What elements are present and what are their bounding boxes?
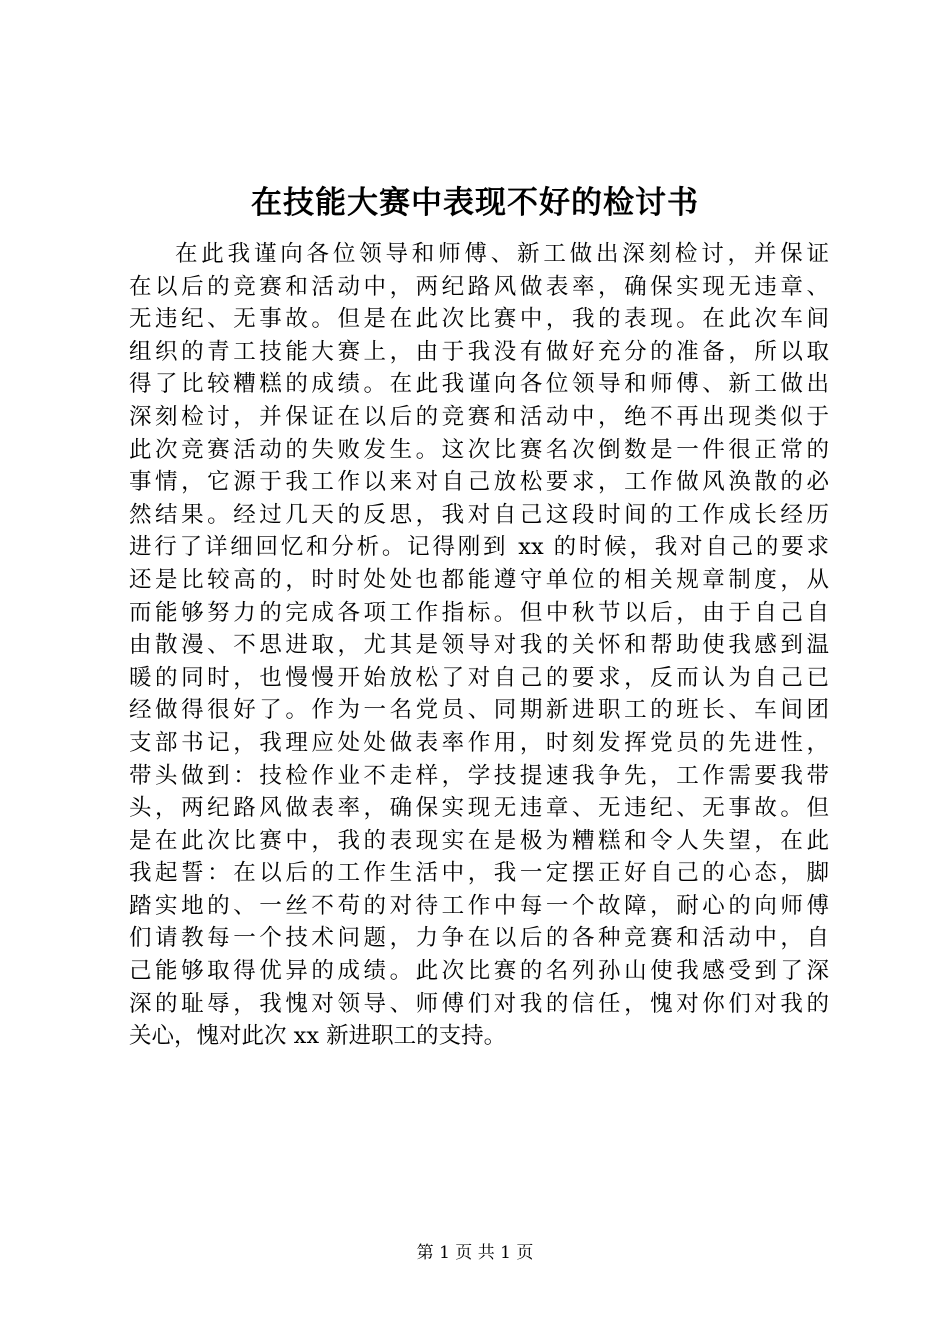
body-line: 然结果。经过几天的反思，我对自己这段时间的工作成长经历 [129,501,829,528]
body-line: 而能够努力的完成各项工作指标。但中秋节以后，由于自己自 [129,599,829,626]
page-footer: 第 1 页 共 1 页 [416,1243,534,1263]
body-line: 我起誓：在以后的工作生活中，我一定摆正好自己的心态，脚 [129,860,829,887]
body-line: 带头做到：技检作业不走样，学技提速我争先，工作需要我带 [129,762,829,789]
body-line: 关心，愧对此次 xx 新进职工的支持。 [129,1023,507,1050]
body-line: 支部书记，我理应处处做表率作用，时刻发挥党员的先进性， [129,729,829,756]
body-line: 深的耻辱，我愧对领导、师傅们对我的信任，愧对你们对我的 [129,990,829,1017]
body-line: 头，两纪路风做表率，确保实现无违章、无违纪、无事故。但 [129,795,829,822]
body-line: 在以后的竞赛和活动中，两纪路风做表率，确保实现无违章、 [129,273,829,300]
body-line: 己能够取得优异的成绩。此次比赛的名列孙山使我感受到了深 [129,958,829,985]
body-line: 由散漫、不思进取，尤其是领导对我的关怀和帮助使我感到温 [129,632,829,659]
body-line: 进行了详细回忆和分析。记得刚到 xx 的时候，我对自己的要求 [129,534,829,561]
body-line: 得了比较糟糕的成绩。在此我谨向各位领导和师傅、新工做出 [129,371,829,398]
body-line: 无违纪、无事故。但是在此次比赛中，我的表现。在此次车间 [129,306,829,333]
body-line: 是在此次比赛中，我的表现实在是极为糟糕和令人失望，在此 [129,827,829,854]
body-line: 深刻检讨，并保证在以后的竞赛和活动中，绝不再出现类似于 [129,403,829,430]
body-line: 组织的青工技能大赛上，由于我没有做好充分的准备，所以取 [129,338,829,365]
body-line: 踏实地的、一丝不苟的对待工作中每一个故障，耐心的向师傅 [129,892,829,919]
document-body [129,238,829,1053]
document-title: 在技能大赛中表现不好的检讨书 [251,185,699,221]
body-line: 此次竞赛活动的失败发生。这次比赛名次倒数是一件很正常的 [129,436,829,463]
body-line: 在此我谨向各位领导和师傅、新工做出深刻检讨，并保证 [175,241,829,267]
body-line: 还是比较高的，时时处处也都能遵守单位的相关规章制度，从 [129,566,829,593]
body-line: 暖的同时，也慢慢开始放松了对自己的要求，反而认为自己已 [129,664,829,691]
body-line: 事情，它源于我工作以来对自己放松要求，工作做风涣散的必 [129,469,829,496]
body-line: 经做得很好了。作为一名党员、同期新进职工的班长、车间团 [129,697,829,724]
body-line: 们请教每一个技术问题，力争在以后的各种竞赛和活动中，自 [129,925,829,952]
